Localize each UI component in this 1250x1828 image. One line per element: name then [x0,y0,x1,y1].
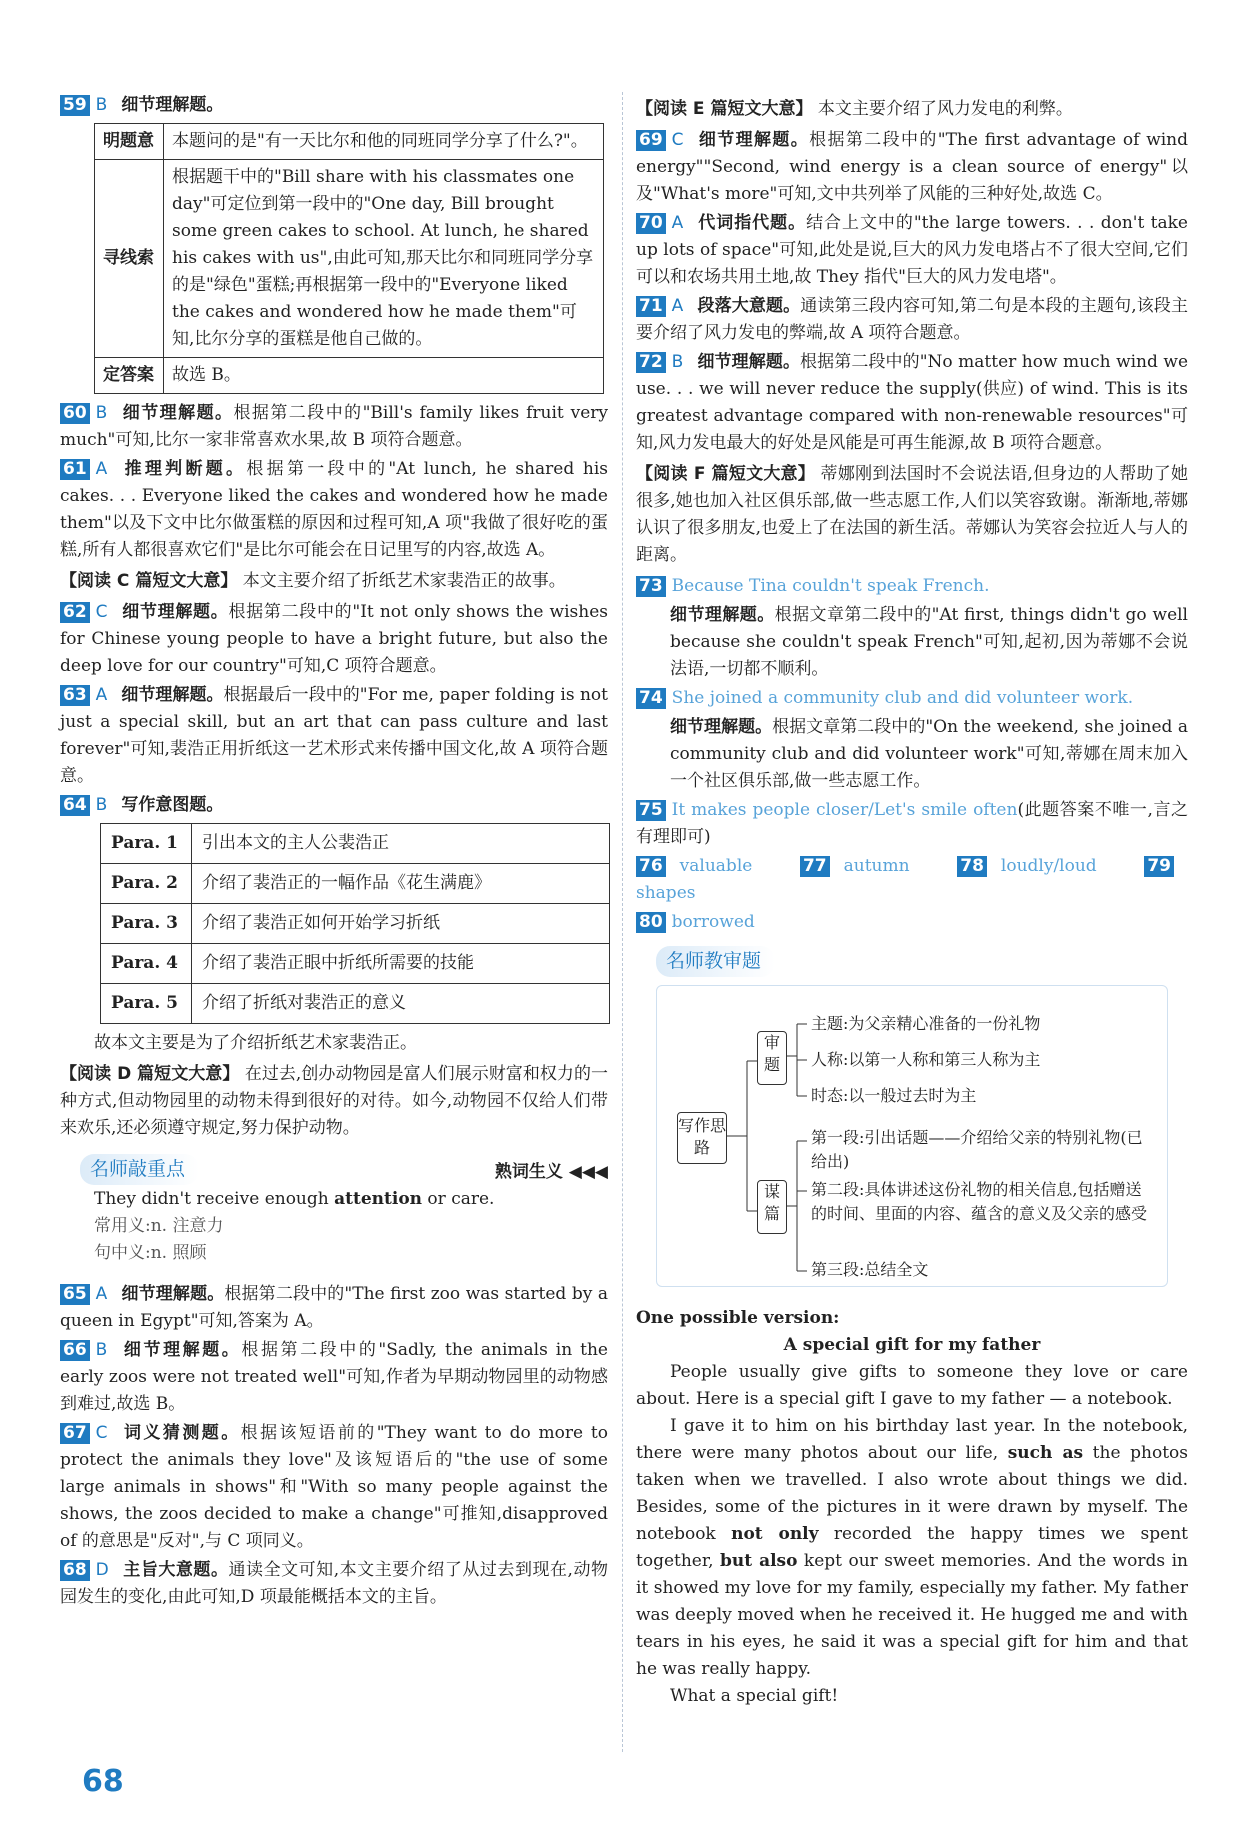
context-meaning: 句中义:n. 照顾 [94,1243,207,1263]
table-value: 介绍了折纸对裴浩正的意义 [192,984,610,1024]
key-points-box [60,1146,608,1267]
mind-branch-mou: 谋篇 [757,1180,787,1234]
question-number: 59 [60,95,90,116]
mind-leaf: 第二段:具体讲述这份礼物的相关信息,包括赠送的时间、里面的内容、蕴含的意义及父亲的感受 [811,1180,1148,1223]
keyword: attention [334,1189,423,1209]
mind-leaf: 时态:以一般过去时为主 [811,1086,977,1105]
sentence-part: or care. [422,1189,495,1209]
answer-text: valuable [679,856,753,876]
explanation: 根据第二段中的"The first advantage of wind energy""Second, wind energy is a clean source of energy"以及"What's more"可知,文中共列举了风能的三种好处,故选 C。 [636,130,1189,204]
question-number: 79 [1144,856,1174,877]
question-number: 60 [60,403,90,424]
key-points-ribbon: 名师敲重点 [80,1154,199,1185]
explanation: 通读第三段内容可知,第二句是本段的主题句,该段主要介绍了风力发电的弊端,故 A 项符合题意。 [636,296,1188,343]
question-number: 65 [60,1284,90,1305]
table-key: Para. 1 [101,824,192,864]
answer-text: loudly/loud [1000,856,1097,876]
summary-e [636,96,1188,123]
summary-c [60,568,608,595]
question-number: 63 [60,685,90,706]
answer-letter: C [95,602,108,622]
answer-text: She joined a community club and did volunteer work. [671,688,1134,708]
question-type: 细节理解题。 [121,685,224,705]
question-type: 写作意图题。 [121,795,224,815]
summary-text: 本文主要介绍了风力发电的利弊。 [817,99,1073,119]
question-type: 代词指代题。 [697,213,807,233]
writing-mind-map [656,985,1168,1287]
question-number: 64 [60,795,90,816]
answer-letter: C [671,130,684,150]
summary-text: 蒂娜刚到法国时不会说法语,但身边的人帮助了她很多,她也加入社区俱乐部,做一些志愿工作,人们以笑容致谢。渐渐地,蒂娜认识了很多朋友,也爱上了在法国的新生活。蒂娜认为笑容会拉近人与人的距离。 [636,464,1188,565]
table-key: Para. 5 [101,984,192,1024]
right-column [636,92,1188,1710]
question-number: 68 [60,1560,90,1581]
question-number: 71 [636,296,666,317]
question-type: 主旨大意题。 [122,1560,229,1580]
question-type: 段落大意题。 [697,296,801,316]
explanation: 根据该短语前的"They want to do more to protect the animals they love"及该短语后的"the use of some large animals in shows"和"With so many people against the shows, the zoos decided to make a change"可推知,disapproved of 的意思是"反对",与 C 项同义。 [60,1423,608,1551]
question-type: 细节理解题。 [670,717,773,737]
question-number: 66 [60,1340,90,1361]
teaching-ribbon: 名师教审题 [656,946,775,977]
explanation: 通读全文可知,本文主要介绍了从过去到现在,动物园发生的变化,由此可知,D 项最能概括本文的主旨。 [60,1560,609,1607]
explanation: 根据第二段中的"It not only shows the wishes for Chinese young people to have a bright future, but also the deep love for our country"可知,C 项符合题意。 [60,602,608,676]
answer-letter: B [95,1340,108,1360]
explanation: 结合上文中的"the large towers. . . don't take up lots of space"可知,此处是说,巨大的风力发电塔占不了很大空间,它们可以和农场共用土地,故 They 指代"巨大的风力发电塔"。 [636,213,1188,287]
page-number: 68 [82,1764,124,1799]
question-type: 细节理解题。 [121,1340,242,1360]
explanation: 根据最后一段中的"For me, paper folding is not just a special skill, but an art that can pass culture and last forever"可知,裴浩正用折纸这一艺术形式来传播中国文化,故 A 项符合题意。 [60,685,609,786]
table-value: 引出本文的主人公裴浩正 [192,824,610,864]
explanation: 根据文章第二段中的"On the weekend, she joined a community club and did volunteer work"可知,蒂娜在周末加入一个社区俱乐部,做一些志愿工作。 [670,717,1188,791]
explanation: 根据第二段中的"Sadly, the animals in the early zoos were not treated well"可知,作者为早期动物园里的动物感到难过,故选 B。 [60,1340,608,1414]
answer-text: It makes people closer/Let's smile often [671,800,1018,820]
question-type: 细节理解题。 [121,403,234,423]
question-number: 67 [60,1423,90,1444]
analysis-table [94,123,604,394]
question-type: 细节理解题。 [697,352,801,372]
conclusion-text: 故本文主要是为了介绍折纸艺术家裴浩正。 [94,1033,417,1053]
question-61 [60,456,608,564]
summary-title: 【阅读 D 篇短文大意】 [60,1064,240,1084]
table-value: 根据题干中的"Bill share with his classmates one day"可定位到第一段中的"One day, Bill brought some green cakes to school. At lunch, he shared his cakes with us",由此可知,那天比尔和同班同学分享的是"绿色"蛋糕;再根据第一段中的"Everyone liked the cakes and wondered how he made them"可知,比尔分享的蛋糕是他自己做的。 [164,160,604,358]
summary-title: 【阅读 E 篇短文大意】 [636,99,813,119]
explanation: 根据第一段中的"At lunch, he shared his cakes. . . Everyone liked the cakes and wondered how he made them"以及下文中比尔做蛋糕的原因和过程可知,A 项"我做了很好吃的蛋糕,所有人都很喜欢它们"是比尔可能会在日记里写的内容,故选 A。 [60,459,609,560]
question-60 [60,400,608,454]
essay-highlight: but also [719,1551,798,1571]
essay-paragraph: What a special gift! [670,1686,839,1706]
question-70 [636,210,1188,291]
summary-text: 在过去,创办动物园是富人们展示财富和权力的一种方式,但动物园里的动物未得到很好的对待。如今,动物园不仅给人们带来欢乐,还必须遵守规定,努力保护动物。 [60,1064,609,1138]
question-number: 62 [60,602,90,623]
question-63 [60,682,608,790]
question-72 [636,349,1188,457]
question-type: 推理判断题。 [121,459,247,479]
explanation: 根据文章第二段中的"At first, things didn't go well because she couldn't speak French"可知,起初,因为蒂娜不会说法语,一切都不顺利。 [670,605,1188,679]
table-key: 定答案 [95,358,164,394]
table-key: 寻线索 [95,160,164,358]
mind-branch-shen: 审题 [757,1031,787,1085]
table-value: 介绍了裴浩正眼中折纸所需要的技能 [192,944,610,984]
question-number: 75 [636,800,666,821]
question-66 [60,1337,608,1418]
answer-letter: A [95,459,108,479]
question-type: 细节理解题。 [121,95,224,115]
paragraph-table [100,823,610,1024]
answer-text: shapes [636,883,696,903]
question-number: 77 [800,856,830,877]
question-number: 80 [636,912,666,933]
column-divider [622,92,623,1752]
question-number: 76 [636,856,666,877]
question-type: 词义猜测题。 [121,1423,241,1443]
question-62 [60,599,608,680]
question-64 [60,792,608,819]
question-type: 细节理解题。 [670,605,775,625]
mind-root: 写作思路 [677,1112,727,1164]
ci-sentence [60,1186,608,1213]
question-65 [60,1281,608,1335]
question-74-explanation [636,714,1188,795]
essay-paragraph: People usually give gifts to someone they love or care about. Here is a special gift I gave to my father — a notebook. [636,1362,1188,1409]
question-type: 细节理解题。 [121,1284,225,1304]
question-type: 细节理解题。 [121,602,229,622]
answer-letter: B [95,403,108,423]
answer-letter: A [671,296,684,316]
question-73 [636,573,1188,600]
question-number: 70 [636,213,666,234]
essay-paragraph [636,1413,1188,1683]
question-number: 74 [636,688,666,709]
mind-leaf: 第一段:引出话题——介绍给父亲的特别礼物(已给出) [811,1128,1143,1171]
answer-text: autumn [843,856,910,876]
answer-letter: A [95,1284,108,1304]
question-number: 61 [60,459,90,480]
answer-letter: B [95,95,108,115]
left-column [60,92,608,1613]
essay-highlight: not only [731,1524,819,1544]
mind-leaf: 人称:以第一人称和第三人称为主 [811,1050,1041,1069]
table-key: Para. 2 [101,864,192,904]
question-69 [636,127,1188,208]
question-type: 细节理解题。 [697,130,810,150]
question-67 [60,1420,608,1555]
table-key: Para. 3 [101,904,192,944]
explanation: 根据第二段中的"The first zoo was started by a queen in Egypt"可知,答案为 A。 [60,1284,608,1331]
mind-leaf: 第三段:总结全文 [811,1260,929,1279]
table-key: Para. 4 [101,944,192,984]
question-number: 72 [636,352,666,373]
table-key: 明题意 [95,124,164,160]
explanation: 根据第二段中的"No matter how much wind we use. . . we will never reduce the supply(供应) of wind. This is its greatest advantage compared with non-renewable resources"可知,风力发电最大的好处是风能是可再生能源,故 B 项符合题意。 [636,352,1188,453]
essay-title: A special gift for my father [783,1335,1041,1355]
table-value: 介绍了裴浩正如何开始学习折纸 [192,904,610,944]
essay-text: I gave it to him on his birthday last year. In the notebook, there were many photos about our life, [636,1416,1188,1463]
common-meaning: 常用义:n. 注意力 [94,1216,224,1236]
question-71 [636,293,1188,347]
fill-answers [636,853,1188,907]
question-75 [636,797,1188,851]
summary-f [636,461,1188,569]
summary-d [60,1061,608,1142]
question-68 [60,1557,608,1611]
sample-essay [636,1305,1188,1710]
answer-text: borrowed [671,912,755,932]
answer-letter: B [671,352,684,372]
question-59 [60,92,608,119]
essay-label: One possible version: [636,1308,840,1328]
answer-letter: D [95,1560,109,1580]
table-value: 本题问的是"有一天比尔和他的同班同学分享了什么?"。 [164,124,604,160]
essay-text: kept our sweet memories. And the words in it showed my love for my family, especially my father. My father was deeply moved when he received it. He hugged me and with tears in his eyes, he said it was a special gift for him and that he was really happy. [636,1551,1188,1679]
answer-letter: A [671,213,684,233]
question-74 [636,685,1188,712]
table-value: 故选 B。 [164,358,604,394]
question-number: 69 [636,130,666,151]
answer-letter: A [95,685,108,705]
essay-text: recorded the happy times we spent together, [636,1524,1188,1571]
explanation: 根据第二段中的"Bill's family likes fruit very much"可知,比尔一家非常喜欢水果,故 B 项符合题意。 [60,403,609,450]
answer-note: (此题答案不唯一,言之有理即可) [636,800,1188,847]
summary-title: 【阅读 F 篇短文大意】 [636,464,816,484]
ribbon-subtitle: 熟词生义 ◀◀◀ [494,1162,608,1182]
answer-letter: C [95,1423,108,1443]
summary-title: 【阅读 C 篇短文大意】 [60,571,238,591]
answer-letter: B [95,795,108,815]
mind-leaf: 主题:为父亲精心准备的一份礼物 [811,1014,1041,1033]
question-number: 73 [636,576,666,597]
summary-text: 本文主要介绍了折纸艺术家裴浩正的故事。 [242,571,566,591]
essay-text: the photos taken when we travelled. I also wrote about things we did. Besides, some of the pictures in it were drawn by myself. The notebook [636,1443,1188,1544]
question-73-explanation [636,602,1188,683]
question-80 [636,909,1188,936]
answer-text: Because Tina couldn't speak French. [671,576,990,596]
table-value: 介绍了裴浩正的一幅作品《花生满鹿》 [192,864,610,904]
question-number: 78 [957,856,987,877]
sentence-part: They didn't receive enough [94,1189,335,1209]
essay-highlight: such as [1007,1443,1084,1463]
